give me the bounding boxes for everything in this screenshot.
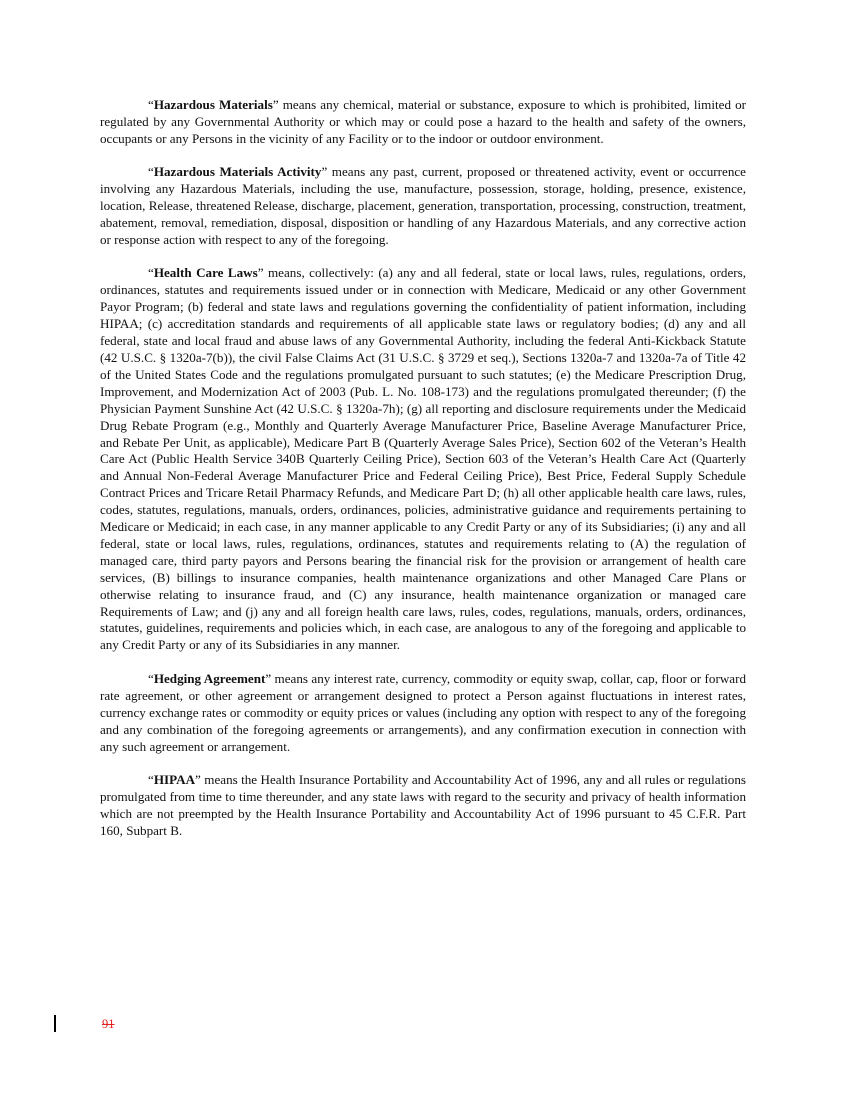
defined-term: HIPAA [153, 772, 196, 787]
definition-health-care-laws [100, 265, 746, 654]
definition-hazardous-materials-activity [100, 164, 746, 249]
page-footer [54, 1017, 174, 1035]
definition-text: ” means the Health Insurance Portability and Accountability Act of 1996, any and all rules or regulations promulgated from time to time thereunder, and any state laws with regard to the security and privacy of health information which are not preempted by the Health Insurance Portability and Accountability Act of 1996 pursuant to 45 C.F.R. Part 160, Subpart B. [100, 772, 746, 838]
definition-text: ” means any interest rate, currency, commodity or equity swap, collar, cap, floor or forward rate agreement, or other agreement or arrangement designed to protect a Person against fluctuations in interest rates, currency exchange rates or commodity or equity prices or values (including any option with respect to any of the foregoing and any combination of the foregoing agreements or arrangements), and any confirmation execution in connection with any such agreement or arrangement. [100, 670, 746, 754]
definition-text: ” means, collectively: (a) any and all federal, state or local laws, rules, regulations, orders, ordinances, statutes and requirements issued under or in connection with Medicare, Medicaid or any other Government Payor Program; (b) federal and state laws and regulations governing the confidentiality of patient information, including HIPAA; (c) accreditation standards and requirements of all applicable state laws or regulatory bodies; (d) any and all federal, state and local fraud and abuse laws of any Governmental Authority, including the federal Anti-Kickback Statute (42 U.S.C. § 1320a-7(b)), the civil False Claims Act (31 U.S.C. § 3729 et seq.), Sections 1320a-7 and 1320a-7a of Title 42 of the United States Code and the regulations promulgated pursuant to such statutes; (e) the Medicare Prescription Drug, Improvement, and Modernization Act of 2003 (Pub. L. No. 108-173) and the regulations promulgated thereunder; (f) the Physician Payment Sunshine Act (42 U.S.C. § 1320a-7h); (g) all reporting and disclosure requirements under the Medicaid Drug Rebate Program (e.g., Monthly and Quarterly Average Manufacturer Price, Baseline Average Manufacturer Price, and Rebate Per Unit, as applicable), Medicare Part B (Quarterly Average Sales Price), Section 602 of the Veteran’s Health Care Act (Public Health Service 340B Quarterly Ceiling Price), Section 603 of the Veteran’s Health Care Act (Quarterly and Annual Non-Federal Average Manufacturer Price and Federal Ceiling Price), Best Price, Federal Supply Schedule Contract Prices and Tricare Retail Pharmacy Refunds, and Medicare Part D; (h) all other applicable health care laws, rules, codes, statutes, regulations, manuals, orders, ordinances, policies, administrative guidance and requirements pertaining to Medicare or Medicaid; in each case, in any manner applicable to any Credit Party or any of its Subsidiaries; (i) any and all federal, state or local laws, rules, regulations, ordinances, statutes and requirements relating to (A) the regulation of managed care, third party payors and Persons bearing the financial risk for the provision or arrangement of health care services, (B) billings to insurance companies, health maintenance organizations and other Managed Care Plans or otherwise relating to insurance fraud, and (C) any insurance, health maintenance organization or managed care Requirements of Law; and (j) any and all foreign health care laws, rules, codes, regulations, manuals, orders, ordinances, statutes, guidelines, requirements and policies which, in each case, are analogous to any of the foregoing and applicable to any Credit Party or any of its Subsidiaries in any manner. [100, 265, 747, 653]
defined-term: Health Care Laws [153, 265, 258, 281]
open-quote: “ [148, 265, 154, 281]
open-quote: “ [148, 164, 154, 180]
open-quote: “ [148, 772, 154, 787]
defined-term: Hedging Agreement [153, 670, 266, 686]
definition-text: ” means any past, current, proposed or threatened activity, event or occurrence involving any Hazardous Materials, including the use, manufacture, possession, storage, holding, presence, existence, location, Release, threatened Release, discharge, placement, generation, transportation, processing, construction, treatment, abatement, removal, remediation, disposal, disposition or handling of any Hazardous Materials, and any corrective action or response action with respect to any of the foregoing. [100, 164, 746, 247]
open-quote: “ [148, 97, 154, 112]
definition-text: ” means any chemical, material or substance, exposure to which is prohibited, limited or regulated by any Governmental Authority or which may or could pose a hazard to the health and safety of the owners, occupants or any Persons in the vicinity of any Facility or to the indoor or outdoor environment. [100, 97, 746, 146]
document-body [100, 97, 746, 856]
definition-hazardous-materials [100, 97, 746, 148]
defined-term: Hazardous Materials [153, 97, 273, 112]
defined-term: Hazardous Materials Activity [153, 164, 322, 180]
definition-hedging-agreement [100, 671, 746, 756]
page-number: 91 [102, 1017, 115, 1031]
open-quote: “ [148, 670, 154, 686]
revision-change-bar [54, 1015, 56, 1032]
definition-hipaa [100, 772, 746, 840]
